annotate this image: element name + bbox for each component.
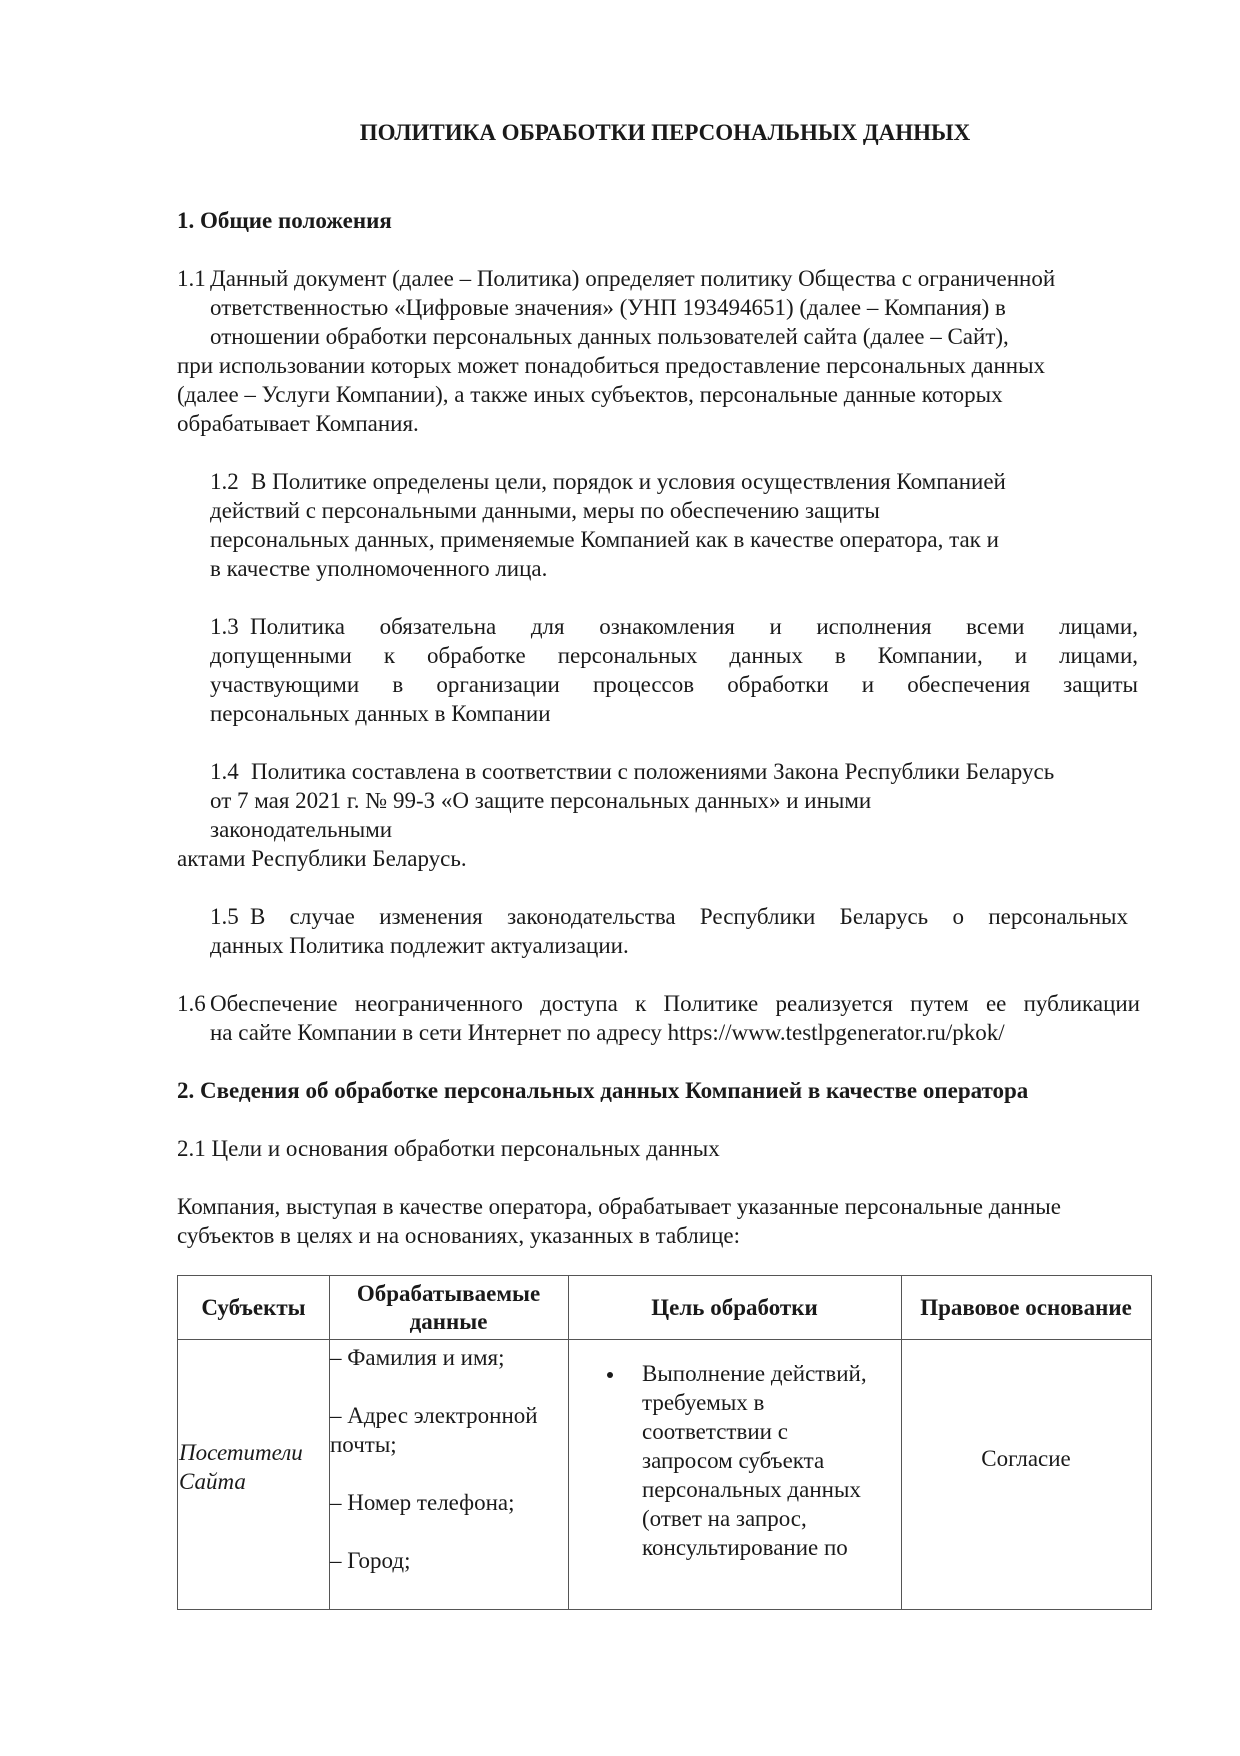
clause-1-2-line: в качестве уполномоченного лица. xyxy=(210,556,548,581)
clause-1-4-line: законодательными xyxy=(210,817,393,842)
table-cell-subject: Сайта xyxy=(179,1469,246,1494)
clause-1-6-number: 1.6 xyxy=(177,991,206,1016)
table-header-purpose: Цель обработки xyxy=(651,1295,818,1320)
clause-1-2-number: 1.2 xyxy=(210,469,239,494)
bullet-icon xyxy=(607,1372,613,1378)
page-title: ПОЛИТИКА ОБРАБОТКИ ПЕРСОНАЛЬНЫХ ДАННЫХ xyxy=(359,120,971,145)
clause-1-2-line: действий с персональными данными, меры по обеспечению защиты xyxy=(210,498,880,523)
table-cell-purpose-line: персональных данных xyxy=(642,1477,861,1502)
table-header-data: Обрабатываемые xyxy=(356,1281,541,1306)
section-2-intro-line: Компания, выступая в качестве оператора, обрабатывает указанные персональные данные xyxy=(177,1194,1061,1219)
table-cell-purpose-line: соответствии с xyxy=(642,1419,788,1444)
table-cell-subject: Посетители xyxy=(179,1440,303,1465)
clause-1-3-line: допущенными к обработке персональных данных в Компании, и лицами, xyxy=(210,643,1138,668)
clause-1-5-number: 1.5 xyxy=(210,904,239,929)
clause-1-3-number: 1.3 xyxy=(210,614,239,639)
section-2-heading: 2. Сведения об обработке персональных данных Компанией в качестве оператора xyxy=(177,1078,1029,1103)
table-cell-data-item: – Фамилия и имя; xyxy=(330,1345,505,1370)
table-cell-data-item: – Город; xyxy=(330,1548,411,1573)
table-cell-purpose-line: (ответ на запрос, xyxy=(642,1506,807,1531)
table-cell-purpose-line: консультирование по xyxy=(642,1535,848,1560)
clause-1-1-line: (далее – Услуги Компании), а также иных субъектов, персональные данные которых xyxy=(177,382,1003,407)
clause-1-2-line: В Политике определены цели, порядок и условия осуществления Компанией xyxy=(251,469,1006,494)
table-header-basis: Правовое основание xyxy=(920,1295,1132,1320)
table-cell-data-item: почты; xyxy=(330,1432,397,1457)
clause-1-3-line: Политика обязательна для ознакомления и исполнения всеми лицами, xyxy=(250,614,1138,639)
table-divider xyxy=(178,1339,1151,1340)
table-cell-purpose-line: Выполнение действий, xyxy=(642,1361,867,1386)
clause-1-4-number: 1.4 xyxy=(210,759,239,784)
clause-1-3-line: персональных данных в Компании xyxy=(210,701,551,726)
table-divider xyxy=(901,1276,902,1609)
clause-1-1-line: Данный документ (далее – Политика) определяет политику Общества с ограниченной xyxy=(210,266,1056,291)
table-header-subjects: Субъекты xyxy=(201,1295,306,1320)
clause-1-2-line: персональных данных, применяемые Компанией как в качестве оператора, так и xyxy=(210,527,999,552)
clause-1-4-line: актами Республики Беларусь. xyxy=(177,846,467,871)
table-cell-data-item: – Номер телефона; xyxy=(330,1490,515,1515)
clause-1-4-line: Политика составлена в соответствии с положениями Закона Республики Беларусь xyxy=(251,759,1055,784)
section-1-heading: 1. Общие положения xyxy=(177,208,392,233)
table-cell-purpose-line: требуемых в xyxy=(642,1390,765,1415)
clause-1-1-line: отношении обработки персональных данных пользователей сайта (далее – Сайт), xyxy=(210,324,1009,349)
purposes-table xyxy=(177,1275,1152,1610)
clause-1-4-line: от 7 мая 2021 г. № 99-З «О защите персональных данных» и иными xyxy=(210,788,872,813)
clause-1-6-line: на сайте Компании в сети Интернет по адресу https://www.testlpgenerator.ru/pkok/ xyxy=(210,1020,1005,1045)
clause-1-5-line: В случае изменения законодательства Республики Беларусь о персональных xyxy=(250,904,1128,929)
section-2-intro-line: субъектов в целях и на основаниях, указанных в таблице: xyxy=(177,1223,740,1248)
clause-1-1-line: ответственностью «Цифровые значения» (УНП 193494651) (далее – Компания) в xyxy=(210,295,1006,320)
clause-1-6-line: Обеспечение неограниченного доступа к Политике реализуется путем ее публикации xyxy=(210,991,1140,1016)
section-2-1-subheading: 2.1 Цели и основания обработки персональных данных xyxy=(177,1136,720,1161)
table-divider xyxy=(568,1276,569,1609)
table-cell-purpose-line: запросом субъекта xyxy=(642,1448,825,1473)
table-cell-basis: Согласие xyxy=(981,1446,1071,1471)
table-header-data: данные xyxy=(409,1309,488,1334)
clause-1-1-line: при использовании которых может понадобиться предоставление персональных данных xyxy=(177,353,1046,378)
clause-1-3-line: участвующими в организации процессов обработки и обеспечения защиты xyxy=(210,672,1138,697)
clause-1-1-line: обрабатывает Компания. xyxy=(177,411,419,436)
table-cell-data-item: – Адрес электронной xyxy=(330,1403,538,1428)
clause-1-1-number: 1.1 xyxy=(177,266,206,291)
clause-1-5-line: данных Политика подлежит актуализации. xyxy=(210,933,629,958)
